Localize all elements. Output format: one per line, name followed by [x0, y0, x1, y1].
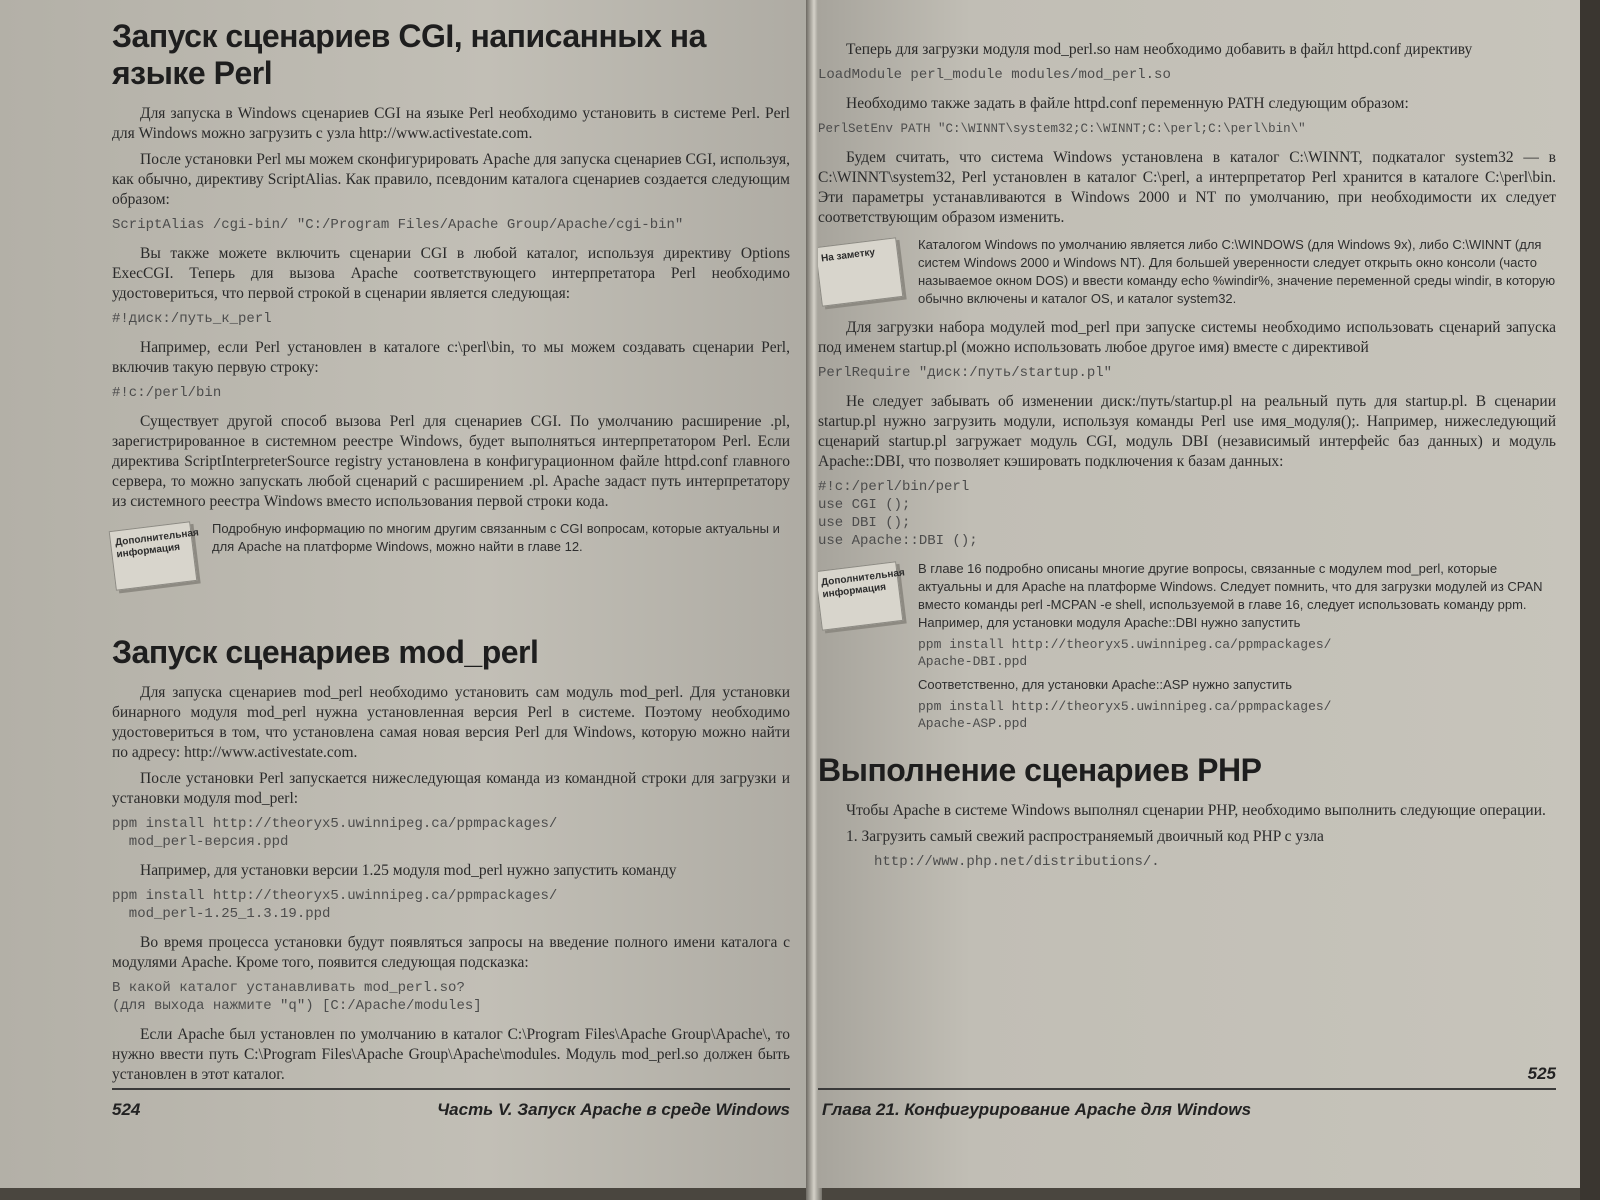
note-card-icon [818, 236, 904, 306]
paragraph: Вы также можете включить сценарии CGI в любой каталог, используя директиву Options ExecCGI. Теперь для вызова Apache соответствующего интерпретатора Perl необходимо удостовериться, что первой строкой в сценарии является следующая: [112, 245, 790, 302]
paragraph: Во время процесса установки будут появляться запросы на введение полного имени каталога с модулями Apache. Кроме того, появится следующая подсказка: [112, 934, 790, 971]
code-block: LoadModule perl_module modules/mod_perl.so [818, 67, 1171, 83]
note-additional-info [112, 520, 790, 590]
paragraph: После установки Perl мы можем сконфигурировать Apache для запуска сценариев CGI, используя, как обычно, директиву ScriptAlias. Как правило, псевдоним каталога сценариев создается следующим образом: [112, 151, 790, 208]
code-block: ppm install http://theoryx5.uwinnipeg.ca/ppmpackages/ Apache-ASP.ppd [918, 699, 1332, 731]
note-label: Дополнительная информация [109, 521, 198, 591]
note-text: Подробную информацию по многим другим связанным с CGI вопросам, которые актуальны и для Apache на платформе Windows, можно найти в главе 12. [212, 521, 780, 554]
code-block: http://www.php.net/distributions/. [874, 854, 1160, 870]
table-surface [1580, 0, 1600, 1200]
code-block: #!диск:/путь_к_perl [112, 311, 272, 327]
heading-cgi-perl: Запуск сценариев CGI, написанных на языке Perl [112, 18, 706, 91]
code-block: В какой каталог устанавливать mod_perl.so? (для выхода нажмите "q") [C:/Apache/modules] [112, 980, 482, 1014]
code-block: ppm install http://theoryx5.uwinnipeg.ca/ppmpackages/ mod_perl-версия.ppd [112, 816, 558, 850]
note-text: В главе 16 подробно описаны многие другие вопросы, связанные с модулем mod_perl, которые актуальны и для Apache на платформе Windows. Следует помнить, что для загрузки модулей из CPAN вместо команды perl -MCPAN -e shell, используемой в главе 16, следует использовать команду ppm. Например, для установки модуля Apache::DBI нужно запустить [918, 561, 1543, 630]
info-card-icon [818, 560, 904, 630]
info-card-icon [112, 520, 198, 590]
list-item: 1. Загрузить самый свежий распространяемый двоичный код PHP с узла [846, 828, 1324, 845]
code-block: ppm install http://theoryx5.uwinnipeg.ca/ppmpackages/ Apache-DBI.ppd [918, 637, 1332, 669]
note-body [918, 560, 1556, 738]
note-text: Соответственно, для установки Apache::ASP нужно запустить [918, 677, 1293, 692]
paragraph: Не следует забывать об изменении диск:/путь/startup.pl на реальный путь для startup.pl. В сценарии startup.pl нужно загрузить модули, используя команды Perl use имя_модуля();. Например, нижеследующий сценарий startup.pl загружает модуль CGI, модуль DBI (независимый интерфейс баз данных) и модуль Apache::DBI, что позволяет кэшировать подключения к базам данных: [818, 393, 1556, 470]
note-text: Каталогом Windows по умолчанию является либо C:\WINDOWS (для Windows 9x), либо C:\WINNT (для систем Windows 2000 и Windows NT). Для большей уверенности следует открыть окно консоли (часто называемое окном DOS) и ввести команду echo %windir%, значение переменной среды windir, в которую обычно включены и каталог OS, и каталог system32. [918, 237, 1556, 306]
code-block: ScriptAlias /cgi-bin/ "C:/Program Files/Apache Group/Apache/cgi-bin" [112, 217, 684, 233]
running-footer: Часть V. Запуск Apache в среде Windows [437, 1100, 790, 1119]
paragraph: Чтобы Apache в системе Windows выполнял сценарии PHP, необходимо выполнить следующие операции. [846, 802, 1546, 819]
paragraph: Например, для установки версии 1.25 модуля mod_perl нужно запустить команду [140, 862, 677, 879]
paragraph: Для запуска сценариев mod_perl необходимо установить сам модуль mod_perl. Для установки бинарного модуля mod_perl нужна установленная версия Perl в системе. Поэтому необходимо удостовериться в том, что установлена самая новая версия Perl для Windows, которую можно найти по адресу: http://www.activestate.com. [112, 684, 790, 761]
running-footer: Глава 21. Конфигурирование Apache для Windows [822, 1100, 1252, 1119]
heading-php: Выполнение сценариев PHP [818, 752, 1262, 788]
note-label: На заметку [818, 237, 903, 307]
code-block: PerlRequire "диск:/путь/startup.pl" [818, 365, 1113, 381]
note-additional-info [818, 560, 1556, 738]
footer-rule [818, 1088, 1556, 1090]
heading-mod-perl: Запуск сценариев mod_perl [112, 634, 539, 670]
paragraph: Для загрузки набора модулей mod_perl при запуске системы необходимо использовать сценарий запуска под именем startup.pl (можно использовать любое другое имя) вместе с директивой [818, 319, 1556, 356]
code-block: #!c:/perl/bin/perl use CGI (); use DBI (); use Apache::DBI (); [818, 479, 978, 549]
paragraph: Теперь для загрузки модуля mod_perl.so нам необходимо добавить в файл httpd.conf директиву [846, 41, 1473, 58]
code-block: ppm install http://theoryx5.uwinnipeg.ca/ppmpackages/ mod_perl-1.25_1.3.19.ppd [112, 888, 558, 922]
note-remark [818, 236, 1556, 308]
right-page [818, 0, 1582, 1188]
paragraph: Существует другой способ вызова Perl для сценариев CGI. По умолчанию расширение .pl, зарегистрированное в системном реестре Windows, будет выполняться интерпретатором Perl. Если директива ScriptInterpreterSource registry установлена в конфигурационном файле httpd.conf главного сервера, то можно запускать любой сценарий с расширением .pl. Apache задаст путь интерпретатору из системного реестра Windows вместо использования первой строки кода. [112, 413, 790, 510]
paragraph: После установки Perl запускается нижеследующая команда из командной строки для загрузки и установки модуля mod_perl: [112, 770, 790, 807]
page-number: 524 [112, 1100, 141, 1119]
paragraph: Будем считать, что система Windows установлена в каталог C:\WINNT, подкаталог system32 — в C:\WINNT\system32, Perl установлен в каталог C:\perl, а интерпретатор Perl хранится в каталоге C:\perl\bin. Эти параметры устанавливаются в Windows 2000 и NT по умолчанию, при необходимости их следует соответствующим образом изменить. [818, 149, 1556, 226]
footer-rule [112, 1088, 790, 1090]
code-block: PerlSetEnv PATH "C:\WINNT\system32;C:\WINNT;C:\perl;C:\perl\bin\" [818, 122, 1306, 136]
paragraph: Например, если Perl установлен в каталоге c:\perl\bin, то мы можем создавать сценарии Perl, включив такую первую строку: [112, 339, 790, 376]
paragraph: Необходимо также задать в файле httpd.conf переменную PATH следующим образом: [846, 95, 1409, 112]
paragraph: Если Apache был установлен по умолчанию в каталог C:\Program Files\Apache Group\Apache\, то нужно ввести путь C:\Program Files\Apache Group\Apache\modules. Модуль mod_perl.so должен быть установлен в этот каталог. [112, 1026, 790, 1083]
note-label: Дополнительная информация [818, 561, 903, 631]
page-number: 525 [1527, 1064, 1556, 1083]
paragraph: Для запуска в Windows сценариев CGI на языке Perl необходимо установить в системе Perl. Perl для Windows можно загрузить с узла http://www.activestate.com. [112, 105, 790, 142]
code-block: #!c:/perl/bin [112, 385, 222, 401]
